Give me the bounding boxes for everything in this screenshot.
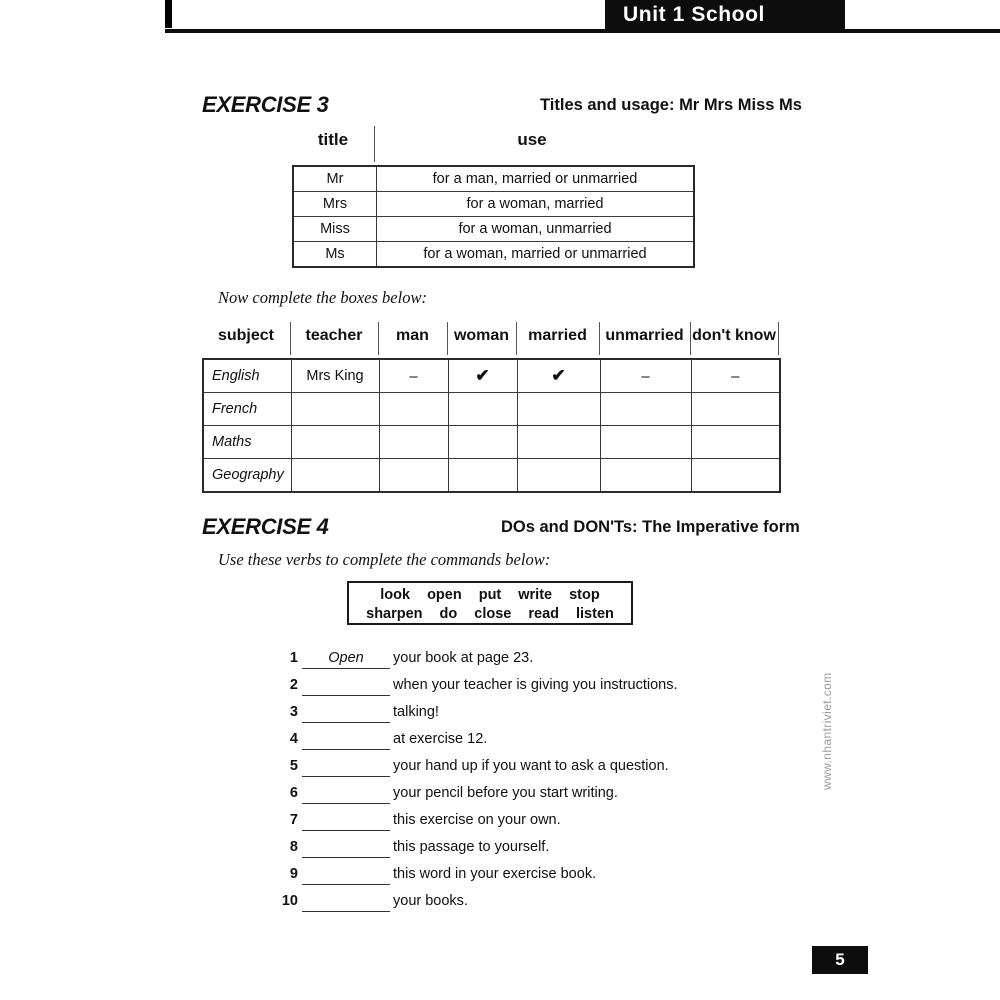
grid-cell-man[interactable]: [379, 393, 448, 426]
item-number: 8: [289, 839, 298, 855]
grid-cell-woman[interactable]: [448, 393, 517, 426]
grid-cell-dont-know[interactable]: [691, 426, 780, 459]
grid-header-divider: [778, 322, 779, 355]
grid-header-subject: subject: [217, 327, 274, 344]
item-number: 4: [289, 731, 298, 747]
answer-blank[interactable]: [302, 756, 390, 777]
header-rule: [165, 29, 1000, 33]
use-cell: for a woman, married or unmarried: [377, 242, 695, 268]
use-cell: for a woman, unmarried: [377, 217, 695, 242]
grid-cell-dont-know[interactable]: –: [691, 359, 780, 393]
subject-teacher-grid: [202, 358, 781, 493]
answer-blank[interactable]: [302, 810, 390, 831]
use-cell: for a man, married or unmarried: [377, 166, 695, 192]
title-cell: Ms: [293, 242, 377, 268]
item-number: 1: [289, 650, 298, 666]
item-text: your pencil before you start writing.: [393, 785, 618, 801]
grid-cell-man[interactable]: [379, 426, 448, 459]
grid-cell-subject: Maths: [203, 426, 291, 459]
item-number: 6: [289, 785, 298, 801]
grid-cell-married[interactable]: [517, 393, 600, 426]
title-cell: Miss: [293, 217, 377, 242]
exercise-3-heading: EXERCISE 3: [202, 92, 329, 117]
answer-blank[interactable]: [302, 675, 390, 696]
item-text: this exercise on your own.: [393, 812, 561, 828]
grid-cell-subject: English: [203, 359, 291, 393]
grid-cell-man[interactable]: [379, 459, 448, 493]
grid-cell-unmarried[interactable]: –: [600, 359, 691, 393]
grid-cell-dont-know[interactable]: [691, 393, 780, 426]
item-text: your book at page 23.: [393, 650, 534, 666]
exercise-4-heading: EXERCISE 4: [202, 514, 329, 539]
verb-word: look: [380, 587, 411, 603]
answer-blank[interactable]: [302, 783, 390, 804]
table-row: [203, 393, 780, 426]
use-cell: for a woman, married: [377, 192, 695, 217]
grid-cell-dont-know[interactable]: [691, 459, 780, 493]
item-number: 5: [289, 758, 298, 774]
verb-word: read: [528, 606, 559, 622]
verb-word: open: [427, 587, 462, 603]
grid-cell-married[interactable]: ✔: [517, 359, 600, 393]
verb-bank-box: [347, 581, 633, 625]
grid-cell-subject: Geography: [203, 459, 291, 493]
grid-cell-subject: French: [203, 393, 291, 426]
exercise-3-subject: Titles and usage: Mr Mrs Miss Ms: [540, 96, 802, 114]
titles-header-use: use: [517, 130, 547, 149]
page-number: 5: [812, 946, 868, 974]
grid-cell-woman[interactable]: [448, 459, 517, 493]
table-row: [203, 359, 780, 393]
grid-cell-man[interactable]: –: [379, 359, 448, 393]
item-text: this word in your exercise book.: [393, 866, 597, 882]
grid-cell-teacher[interactable]: [291, 393, 379, 426]
verb-word: do: [439, 606, 458, 622]
grid-cell-teacher[interactable]: [291, 426, 379, 459]
grid-cell-unmarried[interactable]: [600, 459, 691, 493]
grid-header-unmarried: unmarried: [605, 327, 684, 344]
item-text: your books.: [393, 893, 468, 909]
title-cell: Mrs: [293, 192, 377, 217]
unit-banner: [605, 0, 845, 29]
titles-table-header: [292, 130, 690, 162]
exercise-4-instruction: Use these verbs to complete the commands below:: [218, 550, 551, 569]
table-row: [203, 459, 780, 493]
verb-word: stop: [569, 587, 600, 603]
exercise-3-instruction: Now complete the boxes below:: [218, 288, 427, 307]
verb-word: listen: [576, 606, 614, 622]
grid-header-dont-know: don't know: [692, 327, 776, 344]
answer-blank[interactable]: [302, 702, 390, 723]
verb-word: write: [518, 587, 553, 603]
grid-table-header: [202, 327, 779, 357]
grid-cell-woman[interactable]: ✔: [448, 359, 517, 393]
grid-cell-teacher[interactable]: Mrs King: [291, 359, 379, 393]
exercise-4-subject: DOs and DON'Ts: The Imperative form: [501, 518, 800, 536]
answer-blank[interactable]: [302, 891, 390, 912]
table-row: [293, 192, 694, 217]
grid-cell-married[interactable]: [517, 459, 600, 493]
verb-row-2: [349, 605, 631, 624]
item-number: 9: [289, 866, 298, 882]
item-text: your hand up if you want to ask a question.: [393, 758, 669, 774]
grid-cell-married[interactable]: [517, 426, 600, 459]
title-cell: Mr: [293, 166, 377, 192]
grid-cell-unmarried[interactable]: [600, 426, 691, 459]
grid-cell-woman[interactable]: [448, 426, 517, 459]
grid-header-woman: woman: [453, 327, 510, 344]
grid-cell-teacher[interactable]: [291, 459, 379, 493]
verb-word: sharpen: [366, 606, 423, 622]
item-text: this passage to yourself.: [393, 839, 550, 855]
answer-blank[interactable]: [302, 864, 390, 885]
item-text: at exercise 12.: [393, 731, 488, 747]
grid-header-man: man: [396, 327, 429, 344]
table-row: [293, 217, 694, 242]
answer-blank[interactable]: [302, 729, 390, 750]
site-watermark: www.nhantriviet.com: [820, 672, 834, 790]
answer-blank[interactable]: [302, 837, 390, 858]
item-text: when your teacher is giving you instructions.: [393, 677, 678, 693]
unit-title: Unit 1 School: [623, 3, 765, 26]
table-row: [293, 166, 694, 192]
grid-header-teacher: teacher: [305, 327, 363, 344]
grid-cell-unmarried[interactable]: [600, 393, 691, 426]
table-row: [293, 242, 694, 268]
answer-blank[interactable]: Open: [302, 648, 390, 669]
item-number: 10: [281, 893, 298, 909]
item-number: 2: [289, 677, 298, 693]
titles-header-title: title: [317, 130, 349, 149]
verb-word: put: [478, 587, 502, 603]
item-number: 3: [289, 704, 298, 720]
titles-usage-table: [292, 165, 695, 268]
verb-word: close: [474, 606, 512, 622]
grid-header-married: married: [528, 327, 587, 344]
page-header: [0, 0, 1000, 38]
header-tick-mark: [165, 0, 172, 28]
verb-row-1: [349, 586, 631, 605]
table-row: [203, 426, 780, 459]
item-text: talking!: [393, 704, 439, 720]
item-number: 7: [289, 812, 298, 828]
